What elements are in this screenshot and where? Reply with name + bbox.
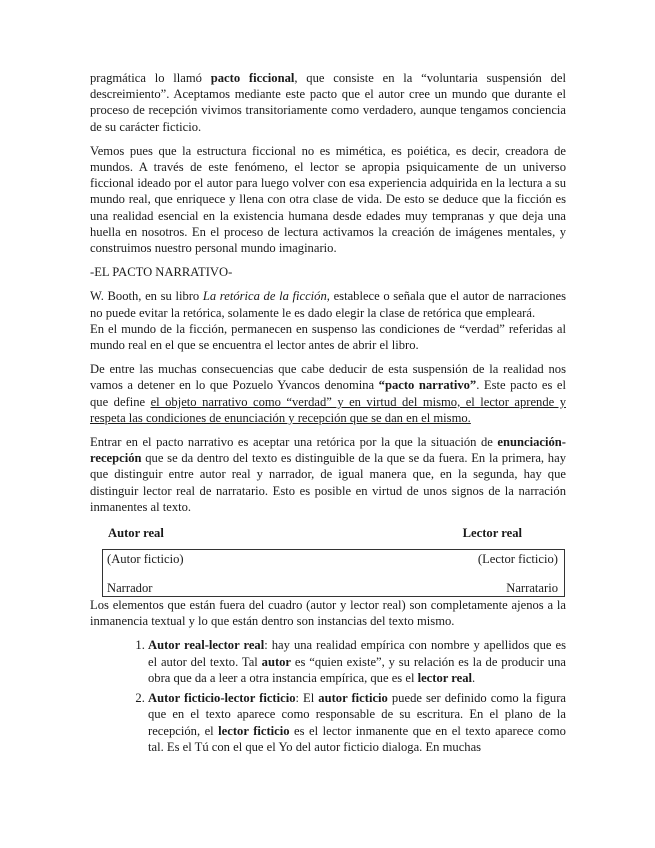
term-pacto-ficcional: pacto ficcional [210,71,295,85]
term-enunciacion-recepcion: enunciación-recepción [90,435,566,466]
paragraph-elementos: Los elementos que están fuera del cuadro (autor y lector real) son completamente ajenos a la inmanencia textual y lo que están dentro son instancias del texto mismo. [90,598,566,629]
list-item: 1. Autor real-lector real: hay una realidad empírica con nombre y apellidos que es el autor del texto. Tal autor es “quien existe”, y su relación es la de producir una obra que da a leer a otra instancia empírica, que es el lector real. [148,637,566,686]
paragraph-booth: W. Booth, en su libro La retórica de la ficción, establece o señala que el autor de narraciones no puede evitar la retórica, solamente le es dado elegir la clase de retórica que empleará. [90,289,567,320]
document-page [90,70,566,759]
autor-ficticio-label: (Autor ficticio) [107,552,184,567]
narrador-label: Narrador [107,580,153,595]
term-pacto-narrativo: “pacto narrativo” [378,378,477,393]
diagram-header [90,523,566,545]
book-title: La retórica de la ficción, [202,289,330,304]
narrative-instances-box [102,549,565,597]
lector-real-label: Lector real [462,526,522,541]
paragraph-enunciacion: Entrar en el pacto narrativo es aceptar una retórica por la que la situación de enunciación-recepción que se da dentro del texto es distinguible de la que se da fuera. En la primera, hay que distinguir entre autor real y narrador, de igual manera que, en la segunda, hay que distinguir lector real de narratario. Esto es posible en virtud de unos signos de la narración inmanentes al texto. [90,435,566,514]
lector-ficticio-label: (Lector ficticio) [477,552,558,567]
list-item: 2. Autor ficticio-lector ficticio: El autor ficticio puede ser definido como la figura que en el texto aparece como responsable de su escritura. En el plano de la recepción, el lector ficticio es el lector inmanente que en el texto aparece como tal. Es el Tú con el que el Yo del autor ficticio dialoga. En muchas [148,690,566,755]
paragraph-pacto-ficcional: pragmática lo llamó pacto ficcional, que consiste en la “voluntaria suspensión del descreimiento”. Aceptamos mediante este pacto que el autor cree un mundo que durante el proceso de recepción vivimos transitoriamente como verdadero, aunque tengamos conciencia de su carácter ficticio. [90,71,566,134]
numbered-list [90,637,566,754]
section-heading: -EL PACTO NARRATIVO- [90,265,233,280]
autor-real-label: Autor real [108,526,164,541]
paragraph-mundo-ficcion: En el mundo de la ficción, permanecen en suspenso las condiciones de “verdad” referidas al mundo real en el que se encuentra el lector antes de abrir el libro. [90,321,566,353]
paragraph-estructura-ficcional: Vemos pues que la estructura ficcional no es mimética, es poiética, es decir, creadora de mundos. A través de este fenómeno, el lector se apropia psiquicamente de un universo ficcional ideado por el autor para luego volver con esa experiencia adquirida en la lectura a su mundo real, que enriquece y llena con otra clase de vida. De esto se deduce que la ficción es una realidad esencial en la existencia humana desde edades muy tempranas y que deja una huella en nosotros. En el proceso de lectura activamos la creación de imágenes mentales, y construimos nuestro personal mundo imaginario. [90,143,566,256]
paragraph-pacto-narrativo: De entre las muchas consecuencias que cabe deducir de esta suspensión de la realidad nos vamos a detener en lo que Pozuelo Yvancos denomina “pacto narrativo”. Este pacto es el que define el objeto narrativo como “verdad” y en virtud del mismo, el lector aprende y respeta las condiciones de enunciación y recepción que se dan en el mismo. [90,362,566,425]
underlined-definition: el objeto narrativo como “verdad” y en virtud del mismo, el lector aprende y respeta las condiciones de enunciación y recepción que se dan en el mismo. [90,394,566,425]
narratario-label: Narratario [506,580,558,595]
